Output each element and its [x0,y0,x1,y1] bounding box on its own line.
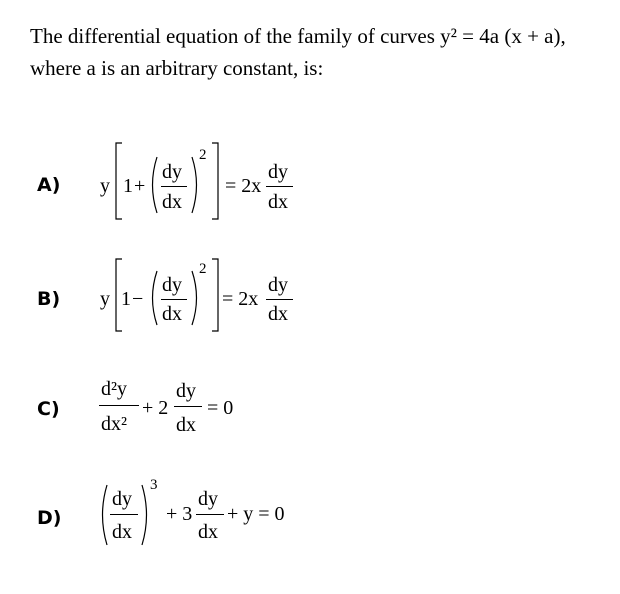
option-c-numerator-2: dy [176,380,196,402]
option-b-label[interactable]: B) [37,288,61,310]
option-a-operator: + [134,175,146,197]
option-b-rhs: = 2x [222,288,259,310]
question-line-1: The differential equation of the family of curves y² = 4a (x + a), [30,24,566,48]
option-b-right-bracket [210,258,220,332]
option-b-exponent: 2 [199,261,207,277]
option-d-label[interactable]: D) [37,507,62,529]
option-d-numerator: dy [112,488,132,510]
option-d-rhs: + y = 0 [227,503,285,525]
option-b-operator: − [132,288,144,310]
option-d-right-paren [140,484,152,546]
option-a-y: y [100,175,110,197]
option-b-numerator: dy [162,274,182,296]
option-b-denominator: dx [162,303,182,325]
question-text [30,20,610,84]
option-a-label[interactable]: A) [37,174,61,196]
option-d-denominator: dx [112,521,132,543]
option-a-right-paren [190,156,202,214]
option-c-label[interactable]: C) [37,398,60,420]
option-b-y: y [100,288,110,310]
option-d-denominator-2: dx [198,521,218,543]
option-a-rhs-denominator: dx [268,191,288,213]
option-d-numerator-2: dy [198,488,218,510]
option-a-one: 1 [123,175,133,197]
option-c-numerator: d²y [101,378,127,400]
option-d-middle: + 3 [166,503,193,525]
option-b-rhs-numerator: dy [268,274,288,296]
option-a-exponent: 2 [199,147,207,163]
question-line-2: where a is an arbitrary constant, is: [30,56,324,80]
option-a-denominator: dx [162,191,182,213]
option-a-rhs: = 2x [225,175,262,197]
option-b-right-paren [190,270,202,326]
option-a-left-paren [147,156,159,214]
option-b-left-paren [147,270,159,326]
option-b-rhs-denominator: dx [268,303,288,325]
option-d-exponent: 3 [150,477,158,493]
option-c-denominator: dx² [101,413,127,435]
option-c-rhs: = 0 [207,397,234,419]
option-c-denominator-2: dx [176,414,196,436]
option-d-left-paren [97,484,109,546]
option-b-one: 1 [121,288,131,310]
option-a-numerator: dy [162,161,182,183]
option-a-rhs-numerator: dy [268,161,288,183]
option-a-right-bracket [210,142,220,220]
option-c-middle: + 2 [142,397,169,419]
